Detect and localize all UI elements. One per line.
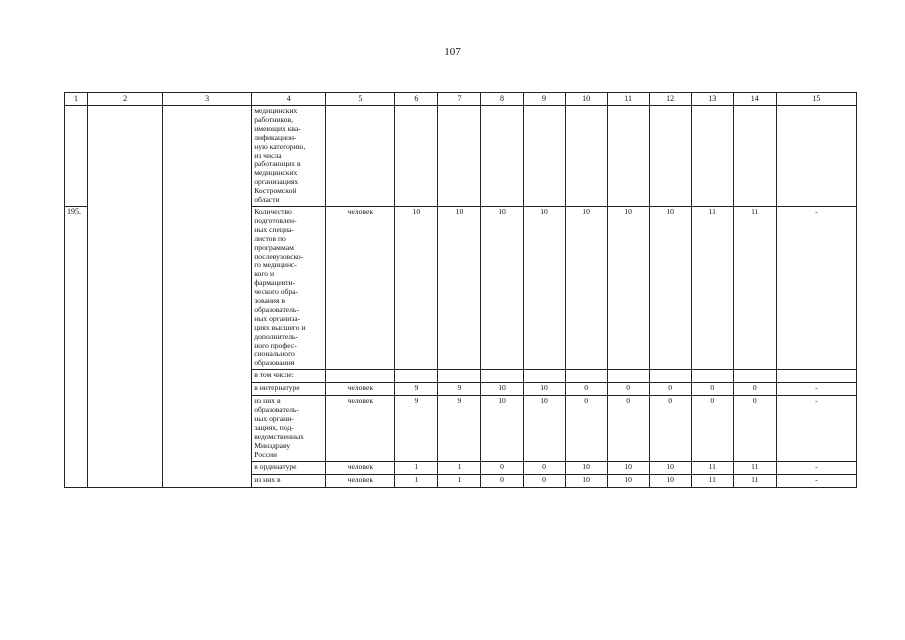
value-cell: 10 [607, 474, 649, 487]
value-cell: 1 [395, 474, 438, 487]
indicator-description [252, 461, 326, 474]
description-line: дополнитель- [254, 331, 299, 341]
value-cell: 10 [649, 461, 691, 474]
description-line: из них в [254, 396, 281, 406]
indicator-group-cell [88, 106, 163, 488]
value-cell [565, 370, 607, 383]
indicator-table [64, 92, 857, 488]
unit-cell: человек [326, 474, 395, 487]
value-cell: 0 [565, 396, 607, 461]
value-cell: 10 [481, 383, 523, 396]
indicator-description [252, 396, 326, 461]
value-cell: 1 [438, 461, 481, 474]
value-cell: 9 [438, 383, 481, 396]
row-number-cell: 195. [65, 206, 88, 487]
page-number: 107 [444, 46, 461, 58]
value-cell: 11 [733, 474, 776, 487]
value-cell [607, 106, 649, 207]
value-cell: 10 [565, 461, 607, 474]
value-cell: 0 [607, 383, 649, 396]
description-line: в интернатуре [254, 383, 300, 393]
unit-cell [326, 370, 395, 383]
description-line: области [254, 195, 280, 205]
description-line: России [254, 449, 278, 459]
description-line: из числа [254, 150, 282, 160]
value-cell: 10 [565, 474, 607, 487]
description-line: ных специа- [254, 224, 294, 234]
value-cell: 0 [733, 396, 776, 461]
description-line: программам [254, 242, 294, 252]
value-cell [523, 106, 565, 207]
description-line: Костромской [254, 186, 297, 196]
description-line: ческого обра- [254, 287, 299, 297]
value-cell: - [776, 474, 856, 487]
program-cell [163, 106, 252, 488]
value-cell: 1 [395, 461, 438, 474]
description-line: имеющих ква- [254, 123, 301, 133]
column-number-header: 15 [776, 93, 856, 106]
value-cell [691, 370, 733, 383]
value-cell: 10 [523, 206, 565, 369]
description-line: организациях [254, 177, 299, 187]
row-number-cell [65, 106, 88, 207]
value-cell: 11 [691, 206, 733, 369]
indicator-description [252, 106, 326, 207]
description-line: ных органи- [254, 414, 294, 424]
indicator-description [252, 206, 326, 369]
value-cell: 10 [607, 206, 649, 369]
value-cell: 11 [691, 461, 733, 474]
value-cell [733, 106, 776, 207]
description-line: ную категорию, [254, 141, 306, 151]
value-cell: 11 [733, 461, 776, 474]
value-cell: 0 [481, 474, 523, 487]
column-number-header: 6 [395, 93, 438, 106]
value-cell [733, 370, 776, 383]
description-line: в том числе: [254, 370, 294, 380]
value-cell: 9 [395, 383, 438, 396]
value-cell: 0 [607, 396, 649, 461]
table-row [65, 106, 857, 207]
value-cell: 10 [649, 474, 691, 487]
value-cell: 10 [523, 383, 565, 396]
value-cell [776, 106, 856, 207]
value-cell: 0 [523, 461, 565, 474]
value-cell: 0 [691, 383, 733, 396]
value-cell: 11 [691, 474, 733, 487]
description-line: в ординатуре [254, 461, 297, 471]
value-cell: 10 [649, 206, 691, 369]
indicator-description [252, 370, 326, 383]
description-line: работающих в [254, 159, 301, 169]
description-line: образования [254, 358, 295, 368]
value-cell: 10 [523, 396, 565, 461]
value-cell: 0 [481, 461, 523, 474]
column-number-header: 9 [523, 93, 565, 106]
unit-cell: человек [326, 206, 395, 369]
value-cell: 9 [395, 396, 438, 461]
value-cell [649, 370, 691, 383]
description-line: образователь- [254, 304, 299, 314]
value-cell [607, 370, 649, 383]
unit-cell: человек [326, 461, 395, 474]
value-cell: 10 [395, 206, 438, 369]
description-line: зования в [254, 296, 285, 306]
value-cell [438, 370, 481, 383]
value-cell [776, 370, 856, 383]
value-cell: 9 [438, 396, 481, 461]
description-line: образователь- [254, 405, 299, 415]
value-cell: 11 [733, 206, 776, 369]
description-line: листов по [254, 233, 286, 243]
column-number-header: 14 [733, 93, 776, 106]
value-cell: 10 [438, 206, 481, 369]
description-line: циях высшего и [254, 322, 306, 332]
column-number-header: 2 [88, 93, 163, 106]
column-number-header: 4 [252, 93, 326, 106]
column-number-header-row [65, 93, 857, 106]
value-cell [481, 370, 523, 383]
value-cell: 0 [565, 383, 607, 396]
indicator-description [252, 383, 326, 396]
column-number-header: 11 [607, 93, 649, 106]
column-number-header: 10 [565, 93, 607, 106]
value-cell [438, 106, 481, 207]
unit-cell: человек [326, 383, 395, 396]
value-cell: - [776, 206, 856, 369]
description-line: сионального [254, 349, 295, 359]
value-cell: - [776, 383, 856, 396]
column-number-header: 12 [649, 93, 691, 106]
value-cell: 0 [733, 383, 776, 396]
column-number-header: 7 [438, 93, 481, 106]
description-line: кого и [254, 269, 275, 279]
value-cell: 0 [691, 396, 733, 461]
description-line: медицинских [254, 168, 298, 178]
value-cell: 10 [607, 461, 649, 474]
description-line: Минздраву [254, 440, 291, 450]
column-number-header: 8 [481, 93, 523, 106]
description-line: фармацевти- [254, 278, 296, 288]
description-line: Количество [254, 206, 292, 216]
value-cell [395, 106, 438, 207]
unit-cell: человек [326, 396, 395, 461]
value-cell [395, 370, 438, 383]
description-line: го медицинс- [254, 260, 297, 270]
value-cell: 0 [649, 396, 691, 461]
description-line: лификацион- [254, 132, 297, 142]
value-cell: 10 [481, 396, 523, 461]
description-line: работников, [254, 114, 293, 124]
description-line: подготовлен- [254, 215, 297, 225]
description-line: послевузовско- [254, 251, 304, 261]
value-cell: - [776, 461, 856, 474]
value-cell: 10 [481, 206, 523, 369]
description-line: зациях, под- [254, 423, 294, 432]
description-line: из них в [254, 474, 281, 484]
value-cell: 0 [649, 383, 691, 396]
value-cell: 1 [438, 474, 481, 487]
column-number-header: 13 [691, 93, 733, 106]
value-cell [523, 370, 565, 383]
description-line: ного профес- [254, 340, 297, 350]
value-cell: - [776, 396, 856, 461]
column-number-header: 3 [163, 93, 252, 106]
description-line: ведомственных [254, 431, 304, 441]
unit-cell [326, 106, 395, 207]
description-line: ных организа- [254, 313, 301, 323]
value-cell: 10 [565, 206, 607, 369]
value-cell: 0 [523, 474, 565, 487]
value-cell [649, 106, 691, 207]
indicator-description [252, 474, 326, 487]
description-line: медицинских [254, 106, 298, 115]
value-cell [481, 106, 523, 207]
column-number-header: 1 [65, 93, 88, 106]
value-cell [565, 106, 607, 207]
column-number-header: 5 [326, 93, 395, 106]
value-cell [691, 106, 733, 207]
